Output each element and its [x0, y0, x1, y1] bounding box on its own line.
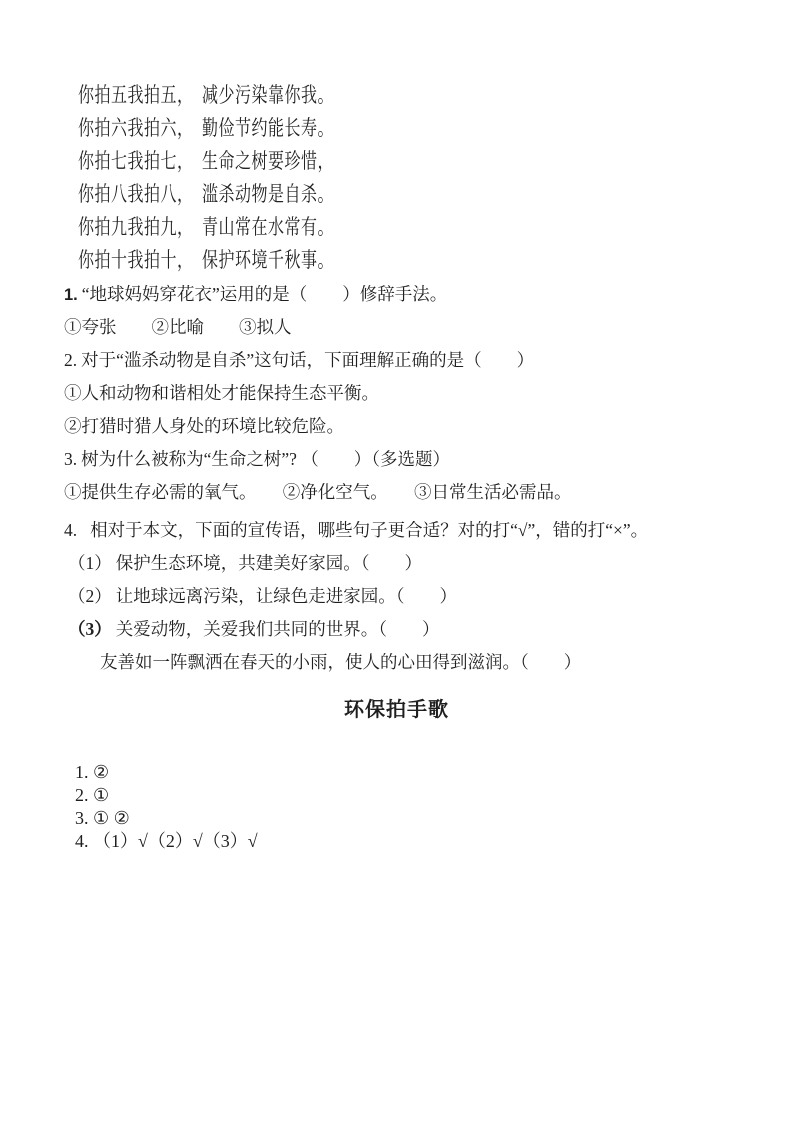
poem-line-text: 你拍七我拍七， 生命之树要珍惜， — [78, 150, 335, 174]
question-1-options — [64, 311, 764, 344]
question-4-item-2 — [64, 580, 764, 613]
question-4-text: 相对于本文，下面的宣传语，哪些句子更合适？对的打“√”，错的打“×”。 — [90, 520, 649, 540]
question-4-item-2-number: （2） — [68, 586, 112, 606]
question-4-extra-sentence — [64, 646, 764, 679]
answer-1: 1. ② — [75, 762, 110, 782]
question-2-number: 2. — [64, 350, 78, 370]
question-1-number: 1. — [64, 286, 78, 304]
question-1-text: “地球妈妈穿花衣”运用的是（ ）修辞手法。 — [81, 284, 448, 304]
question-4-item-3-number: （3） — [68, 619, 112, 639]
poem-line-text: 你拍六我拍六， 勤俭节约能长寿。 — [78, 117, 335, 141]
question-4-item-3 — [64, 613, 764, 646]
question-4-item-1 — [64, 547, 764, 580]
question-3-options-text: ①提供生存必需的氧气。 ②净化空气。 ③日常生活必需品。 — [64, 482, 572, 502]
poem-section — [78, 80, 334, 278]
question-2 — [64, 344, 764, 377]
question-4-item-1-text: 保护生态环境，共建美好家园。（ ） — [115, 553, 422, 573]
question-1 — [64, 278, 764, 311]
poem-line-text: 你拍九我拍九， 青山常在水常有。 — [78, 216, 335, 240]
poem-line-text: 你拍八我拍八， 滥杀动物是自杀。 — [78, 183, 335, 207]
question-2-option-1 — [64, 377, 764, 410]
question-4-extra-sentence-text: 友善如一阵飘洒在春天的小雨，使人的心田得到滋润。（ ） — [100, 652, 582, 672]
answers-section — [75, 761, 258, 853]
question-3-options — [64, 476, 764, 509]
question-3-text: 树为什么被称为“生命之树”? （ ）（多选题） — [81, 449, 451, 469]
question-2-text: 对于“滥杀动物是自杀”这句话，下面理解正确的是（ ） — [81, 350, 535, 370]
question-2-option-2 — [64, 410, 764, 443]
question-3 — [64, 443, 764, 476]
poem-line-text: 你拍十我拍十， 保护环境千秋事。 — [78, 249, 335, 273]
poem-line-text: 你拍五我拍五， 减少污染靠你我。 — [78, 84, 335, 108]
question-2-option-1-text: ①人和动物和谐相处才能保持生态平衡。 — [64, 383, 379, 403]
question-4 — [64, 514, 764, 547]
question-2-option-2-text: ②打猎时猎人身处的环境比较危险。 — [64, 416, 344, 436]
question-1-options-text: ①夸张 ②比喻 ③拟人 — [64, 317, 292, 337]
answer-3: 3. ① ② — [75, 808, 130, 828]
document-title: 环保拍手歌 — [344, 699, 449, 721]
question-4-item-1-number: （1） — [68, 553, 112, 573]
answer-2: 2. ① — [75, 785, 110, 805]
questions-section — [64, 278, 764, 679]
question-4-item-3-text: 关爱动物，关爱我们共同的世界。（ ） — [115, 619, 440, 639]
question-3-number: 3. — [64, 449, 78, 469]
question-4-item-2-text: 让地球远离污染，让绿色走进家园。（ ） — [115, 586, 457, 606]
question-4-number: 4. — [64, 520, 78, 540]
answer-4: 4. （1）√（2）√（3）√ — [75, 831, 258, 851]
poem-line — [78, 245, 334, 278]
